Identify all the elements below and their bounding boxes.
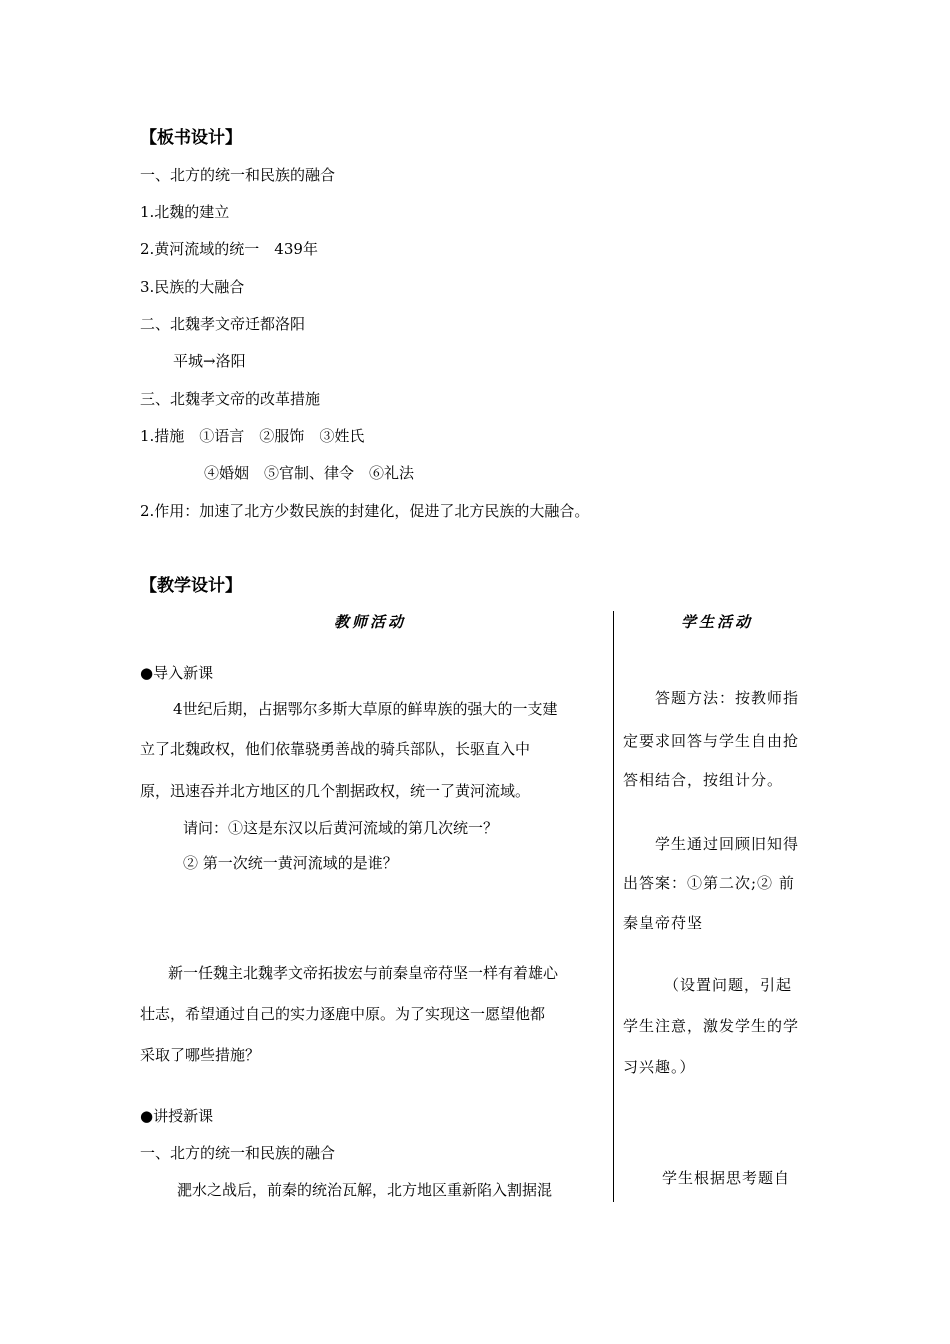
student-line: 学生通过回顾旧知得	[655, 835, 800, 853]
teacher-line: 壮志，希望通过自己的实力逐鹿中原。为了实现这一愿望他都	[140, 1005, 546, 1023]
board-line: 2.黄河流域的统一 439年	[140, 240, 318, 258]
teacher-line: 4世纪后期，占据鄂尔多斯大草原的鲜卑族的强大的一支建	[173, 700, 558, 718]
column-divider	[613, 611, 614, 1202]
board-line: ④婚姻 ⑤官制、律令 ⑥礼法	[204, 464, 415, 482]
teacher-line: ●讲授新课	[140, 1107, 214, 1125]
teacher-line: 一、北方的统一和民族的融合	[140, 1144, 336, 1162]
student-line: 习兴趣。）	[623, 1058, 696, 1076]
teacher-line: ② 第一次统一黄河流域的是谁？	[183, 854, 398, 872]
student-line: 秦皇帝苻坚	[623, 914, 704, 932]
board-line: 二、北魏孝文帝迁都洛阳	[140, 315, 306, 333]
teacher-line: 采取了哪些措施？	[140, 1046, 261, 1064]
board-heading: 【板书设计】	[140, 128, 242, 148]
teacher-line: ●导入新课	[140, 664, 214, 682]
teacher-activity-header: 教师活动	[334, 613, 407, 631]
board-line: 2.作用：加速了北方少数民族的封建化，促进了北方民族的大融合。	[140, 502, 590, 520]
teacher-line: 新一任魏主北魏孝文帝拓拔宏与前秦皇帝苻坚一样有着雄心	[168, 964, 559, 982]
board-line: 三、北魏孝文帝的改革措施	[140, 390, 321, 408]
student-line: 出答案：①第二次;② 前	[623, 874, 795, 892]
board-line: 平城→洛阳	[173, 352, 246, 370]
teacher-line: 淝水之战后，前秦的统治瓦解，北方地区重新陷入割据混	[177, 1181, 553, 1199]
student-line: （设置问题，引起	[664, 976, 793, 994]
board-line: 一、北方的统一和民族的融合	[140, 166, 336, 184]
teacher-line: 原，迅速吞并北方地区的几个割据政权，统一了黄河流域。	[140, 782, 531, 800]
teaching-heading: 【教学设计】	[140, 576, 242, 596]
student-line: 答相结合，按组计分。	[623, 771, 784, 789]
board-line: 1.措施 ①语言 ②服饰 ③姓氏	[140, 427, 365, 445]
student-line: 学生根据思考题自	[662, 1169, 791, 1187]
teacher-line: 立了北魏政权，他们依靠骁勇善战的骑兵部队，长驱直入中	[140, 740, 531, 758]
student-line: 答题方法：按教师指	[655, 689, 800, 707]
student-line: 定要求回答与学生自由抢	[623, 732, 800, 750]
board-line: 3.民族的大融合	[140, 278, 245, 296]
board-line: 1.北魏的建立	[140, 203, 230, 221]
student-line: 学生注意，激发学生的学	[623, 1017, 800, 1035]
teacher-line: 请问：①这是东汉以后黄河流域的第几次统一？	[183, 819, 499, 837]
student-activity-header: 学生活动	[681, 613, 754, 631]
